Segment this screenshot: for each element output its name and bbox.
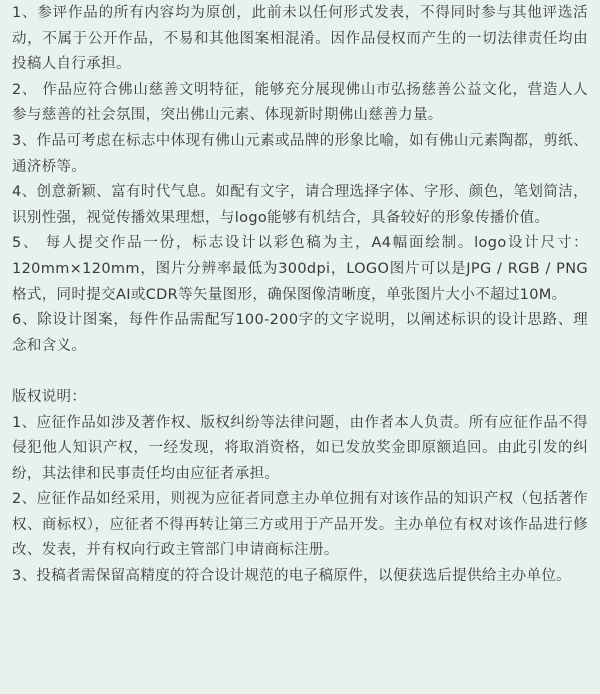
section-spacer <box>12 359 588 385</box>
copyright-item-2: 2、应征作品如经采用，则视为应征者同意主办单位拥有对该作品的知识产权（包括著作权、商标权），应征者不得再转让第三方或用于产品开发。主办单位有权对该作品进行修改、发表，并有权向行政主管部门申请商标注册。 <box>12 491 588 559</box>
copyright-item-1: 1、应征作品如涉及著作权、版权纠纷等法律问题，由作者本人负责。所有应征作品不得侵犯他人知识产权，一经发现，将取消资格，如已发放奖金即原额追回。由此引发的纠纷，其法律和民事责任均由应征者承担。 <box>12 414 588 482</box>
document-page <box>0 1 600 694</box>
rule-1: 1、参评作品的所有内容均为原创，此前未以任何形式发表，不得同时参与其他评选活动，不属于公开作品，不易和其他图案相混淆。因作品侵权而产生的一切法律责任均由投稿人自行承担。 <box>12 5 588 73</box>
rule-6: 6、除设计图案，每件作品需配写100-200字的文字说明，以阐述标识的设计思路、理念和含义。 <box>12 312 588 354</box>
copyright-item-3: 3、投稿者需保留高精度的符合设计规范的电子稿原件，以便获选后提供给主办单位。 <box>12 568 572 585</box>
copyright-heading: 版权说明： <box>12 388 87 405</box>
rule-2: 2、 作品应符合佛山慈善文明特征，能够充分展现佛山市弘扬慈善公益文化，营造人人参与慈善的社会氛围，突出佛山元素、体现新时期佛山慈善力量。 <box>12 81 588 124</box>
rule-3: 3、作品可考虑在标志中体现有佛山元素或品牌的形象比喻，如有佛山元素陶都，剪纸、通济桥等。 <box>12 132 588 175</box>
rule-5: 5、 每人提交作品一份，标志设计以彩色稿为主，A4幅面绘制。logo设计尺寸：120mm×120mm，图片分辨率最低为300dpi，LOGO图片可以是JPG / RGB / PNG格式，同时提交AI或CDR等矢量图形，确保图像清晰度，单张图片大小不超过10M。 <box>12 235 588 303</box>
rule-4: 4、创意新颖、富有时代气息。如配有文字，请合理选择字体、字形、颜色，笔划简洁，识别性强，视觉传播效果理想，与logo能够有机结合，具备较好的形象传播价值。 <box>12 184 588 226</box>
